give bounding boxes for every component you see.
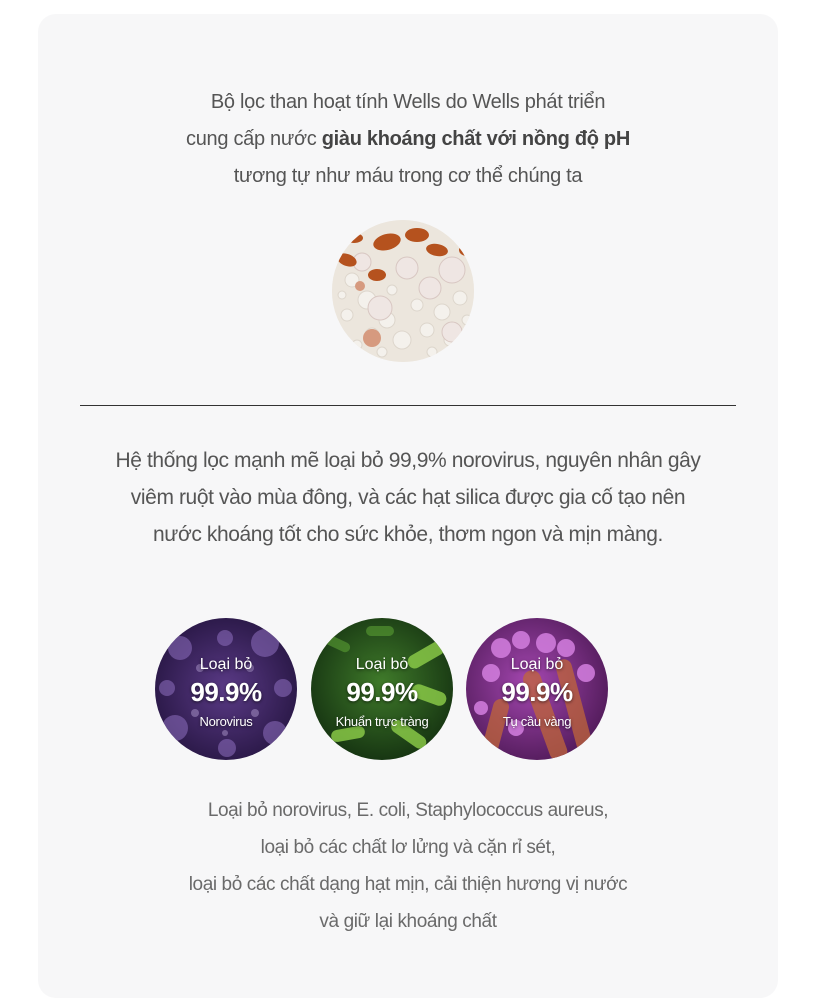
badge-norovirus [155, 618, 297, 760]
system-line-2: viêm ruột vào mùa đông, và các hạt silica được gia cố tạo nên [130, 486, 686, 509]
section-divider [80, 405, 736, 406]
intro-text [38, 84, 778, 195]
removal-badges [38, 618, 778, 762]
intro-line-2-bold: giàu khoáng chất với nồng độ pH [321, 128, 630, 150]
badge-ecoli-label: Khuẩn trực tràng [335, 714, 429, 729]
badge-ecoli-percent: 99.9% [346, 677, 418, 707]
badge-ecoli [311, 618, 453, 760]
content-card [38, 14, 778, 998]
badge-staphylococcus-top: Loại bỏ [510, 656, 564, 673]
filter-media-image [332, 220, 474, 362]
badge-norovirus-percent: 99.9% [190, 677, 262, 707]
badge-ecoli-top: Loại bỏ [355, 656, 409, 673]
intro-line-2 [38, 121, 778, 158]
intro-line-1: Bộ lọc than hoạt tính Wells do Wells phát triển [210, 91, 606, 113]
badge-staphylococcus-percent: 99.9% [501, 677, 573, 707]
system-line-1: Hệ thống lọc mạnh mẽ loại bỏ 99,9% norovirus, nguyên nhân gây [115, 449, 701, 472]
intro-line-3: tương tự như máu trong cơ thể chúng ta [233, 165, 583, 187]
summary-line-2: loại bỏ các chất lơ lửng và cặn rỉ sét, [260, 837, 556, 858]
badge-staphylococcus-label: Tụ cầu vàng [502, 714, 572, 729]
summary-text [38, 792, 778, 940]
intro-line-2-prefix: cung cấp nước [186, 128, 322, 150]
badge-norovirus-top: Loại bỏ [199, 656, 253, 673]
badge-staphylococcus [466, 618, 608, 760]
badge-norovirus-label: Norovirus [199, 714, 253, 729]
summary-line-4: và giữ lại khoáng chất [319, 911, 497, 932]
system-text [38, 442, 778, 553]
summary-line-1: Loại bỏ norovirus, E. coli, Staphylococcus aureus, [207, 800, 609, 821]
system-line-3: nước khoáng tốt cho sức khỏe, thơm ngon và mịn màng. [153, 523, 663, 546]
summary-line-3: loại bỏ các chất dạng hạt mịn, cải thiện hương vị nước [188, 874, 628, 895]
